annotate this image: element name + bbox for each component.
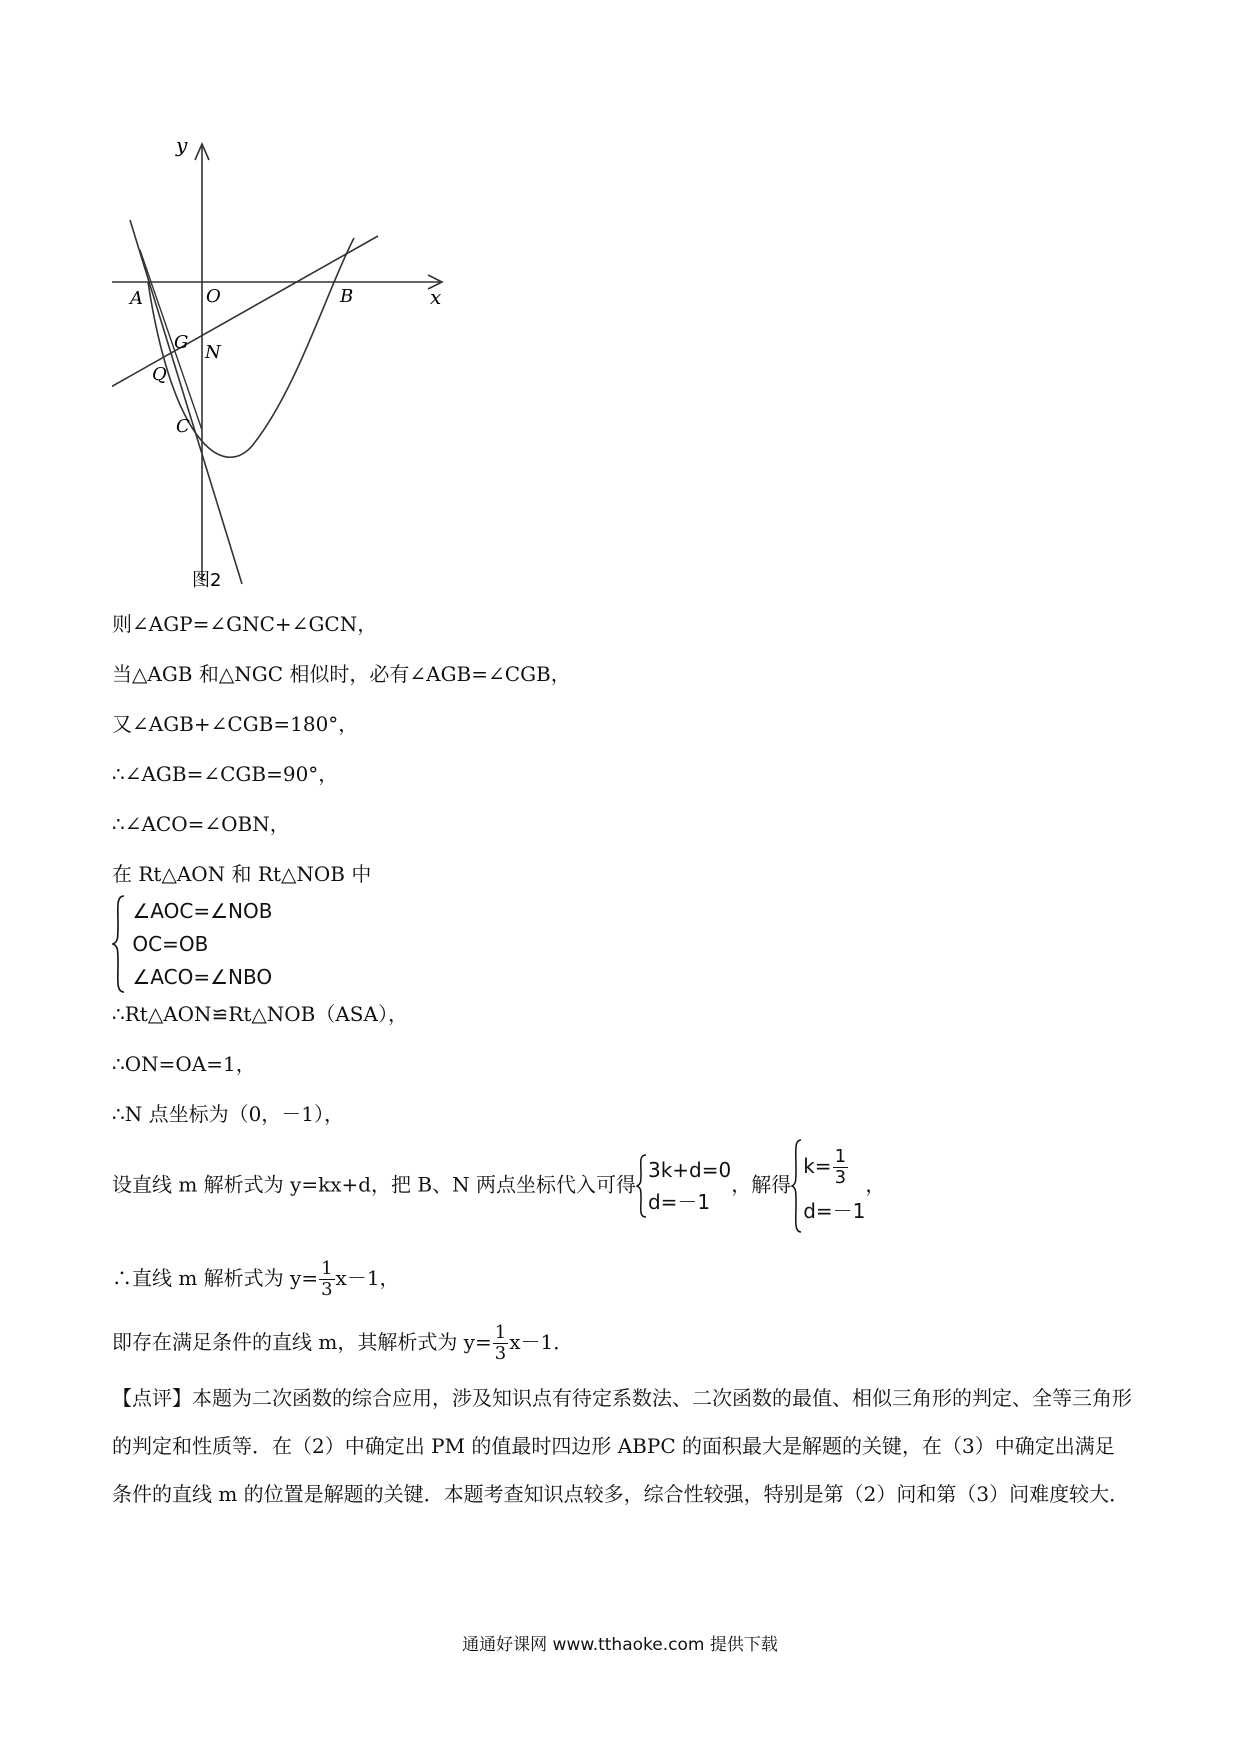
k-numerator: 1	[834, 1146, 847, 1167]
label-q: Q	[152, 364, 167, 385]
label-n: N	[205, 342, 221, 363]
setup-line	[112, 1138, 885, 1234]
result2-numerator: 1	[494, 1322, 507, 1343]
k-denominator: 3	[834, 1167, 847, 1188]
parabola-diagram	[112, 140, 512, 595]
figure-caption: 图2	[192, 570, 222, 591]
result1-numerator: 1	[321, 1258, 333, 1279]
solution-line-7: ∴Rt△AON≌Rt△NOB（ASA），	[112, 1002, 408, 1026]
result2-suffix: x－1．	[509, 1330, 574, 1354]
d-solution: d=－1	[803, 1199, 866, 1223]
footer-text: 通通好课网 www.tthaoke.com 提供下载	[462, 1635, 778, 1655]
setup-suffix: ，	[865, 1172, 886, 1197]
label-o: O	[206, 286, 221, 307]
label-a: A	[130, 288, 143, 309]
left-brace	[791, 1138, 803, 1234]
setup-middle: ，解得	[731, 1172, 792, 1197]
result2-denominator: 3	[494, 1343, 507, 1364]
system-row-1: ∠AOC=∠NOB	[132, 898, 273, 923]
eq-2: d=－1	[647, 1190, 711, 1214]
solution-line-1: 则∠AGP=∠GNC+∠GCN，	[112, 612, 378, 636]
figure-2	[112, 140, 512, 595]
k-lhs: k=	[803, 1154, 832, 1178]
congruence-system	[112, 894, 1240, 994]
label-y: y	[176, 140, 188, 157]
system-row-2: OC=OB	[132, 931, 209, 956]
comment-paragraph: 【点评】本题为二次函数的综合应用，涉及知识点有待定系数法、二次函数的最值、相似三角形的判定、全等三角形的判定和性质等．在（2）中确定出 PM 的值最时四边形 ABPC 的面积最大是解题的关键，在（3）中确定出满足条件的直线 m 的位置是解题的关键．本题考查知识点较多，综合性较强，特别是第（2）问和第（3）问难度较大．	[112, 1386, 1132, 1506]
solution-line-9: ∴N 点坐标为（0，－1），	[112, 1102, 345, 1126]
eq-1: 3k+d=0	[647, 1158, 732, 1182]
label-b: B	[340, 286, 354, 307]
result1-prefix: ∴直线 m 解析式为 y=	[112, 1266, 319, 1290]
solution-line-5: ∴∠ACO=∠OBN，	[112, 812, 290, 836]
result-line-1	[112, 1256, 400, 1300]
solution-line-4: ∴∠AGB=∠CGB=90°，	[112, 762, 339, 786]
line-ac	[130, 220, 242, 584]
result2-prefix: 即存在满足条件的直线 m，其解析式为 y=	[112, 1330, 492, 1354]
left-brace	[636, 1153, 648, 1219]
system-row-3: ∠ACO=∠NBO	[132, 964, 273, 989]
left-brace	[112, 894, 126, 994]
label-c: C	[176, 416, 190, 437]
setup-prefix: 设直线 m 解析式为 y=kx+d，把 B、N 两点坐标代入可得	[112, 1172, 636, 1197]
solution-line-6: 在 Rt△AON 和 Rt△NOB 中	[112, 862, 372, 886]
label-g: G	[174, 332, 189, 353]
result1-suffix: x－1，	[335, 1266, 400, 1290]
solution-line-2: 当△AGB 和△NGC 相似时，必有∠AGB=∠CGB，	[112, 662, 571, 686]
solution-line-8: ∴ON=OA=1，	[112, 1052, 256, 1076]
label-x: x	[430, 285, 442, 309]
result-line-2	[112, 1320, 573, 1364]
result1-denominator: 3	[321, 1279, 333, 1300]
solution-line-3: 又∠AGB+∠CGB=180°，	[112, 712, 359, 736]
